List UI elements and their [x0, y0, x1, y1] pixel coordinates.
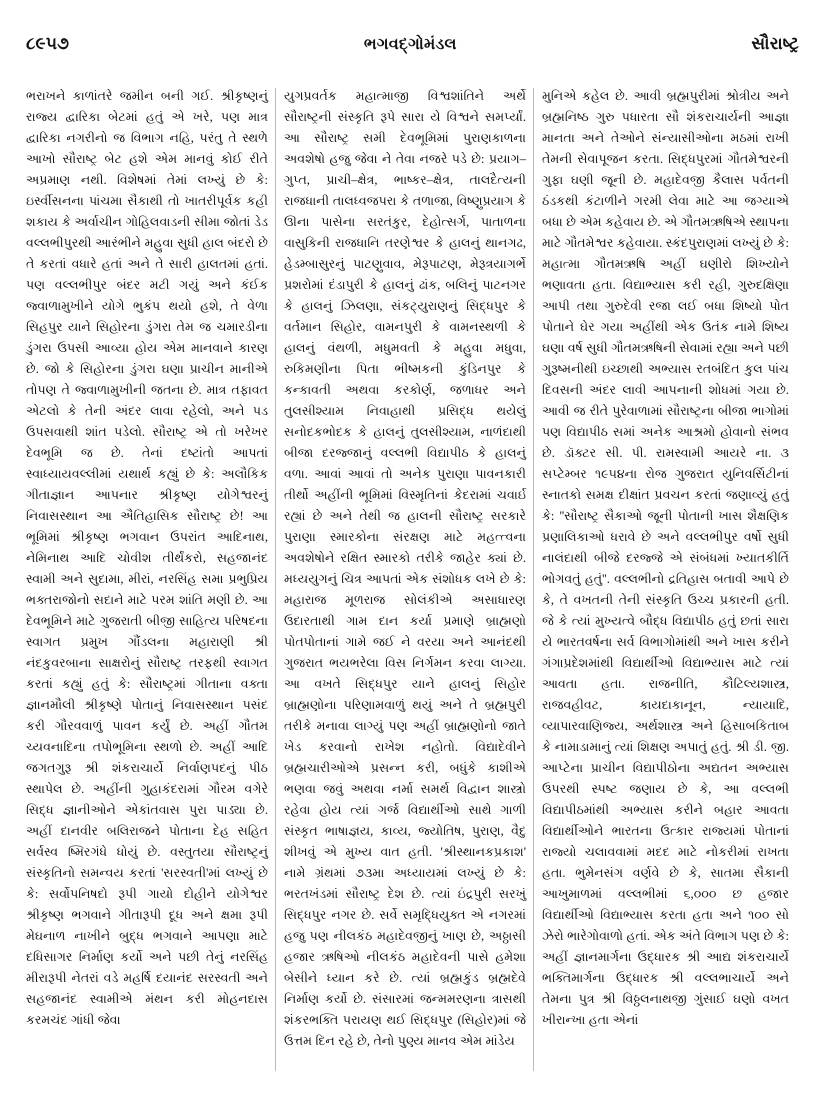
entry-word-header: સૌરાષ્ટ્ર [751, 34, 799, 53]
column-divider-1 [268, 86, 284, 1071]
column-divider-2 [526, 86, 542, 1071]
text-column-1 [26, 86, 268, 1071]
column-3-paragraph: મુનિએ કહેલ છે. આવી બ્રહ્મપુરીમાં શ્રોત્રીય અને બ્રહ્મનિષ્ઠ ગુરુ પધારતા સૌ શંકરાચાર્યની આજ્ઞા માનતા અને તેઓને સંન્યાસીઓના મઠમાં રાખી તેમની સેવાપૂજન કરતા. સિદ્ધપુરમાં ગૌતમેશ્વરની ગુફા ઘણી જૂની છે. મહાદેવજી કૈલાસ પર્વતની ઠંડકથી કંટાળીને ગરમી લેવા માટે આ જગ્યાએ બધા છે એમ કહેવાય છે. એ ગૌતમઋષિએ સ્થાપના માટે ગૌતમેશ્વર કહેવાયા. સ્કંદપુરાણમાં લખ્યું છે કે: મહાત્મા ગૌતમઋષિ અહીં ઘણીરો શિખ્યોને ભણાવતા હતા. વિદ્યાભ્યાસ કરી રહી, ગુરુદક્ષિણા આપી તથા ગુરુદેવી રજા લઈ બધા શિષ્યો પોત પોતાને ઘેર ગયા અહીંથી એક ઉતંક નામે શિષ્ય ઘણા વર્ષ સુધી ગૌતમઋષિની સેવામાં રહ્યા અને પછી ગુરૂષ્મનીથી ઇચ્છાથી અભ્યાસ રતબંદિત કુલ પાંચ દિવસની અંદર લાવી આપનાની શોધમાં ગયા છે. આવી જ રીતે પુરેવાળામાં સૌરાષ્ટ્રના બીજા ભાગોમાં પણ વિદ્યાપીઠ સમાં અનેક આશ્રમો હોવાનો સંભવ છે. ડૉક્ટર સી. પી. રામસ્વામી આયરે ના. ૩ સપ્ટેમ્બર ૧૯૫૪ના રોજ ગુજરાત યુનિવર્સિટીનાં સ્નાતકો સમક્ષ દીક્ષાંત પ્રવચન કરતાં જણાવ્યું હતું કે: ''સૌરાષ્ટ્ર સૈકાઓ જૂની પોતાની ખાસ શૈક્ષણિક પ્રણાલિકાઓ ધરાવે છે અને વલ્લભીપુર વર્ષો સુધી નાલંદાથી બીજે દરજ્જે એ સંબંધમાં ખ્યાતકીર્તિ ભોગવતું હતું''. વલ્લભીનો દ્રતિહાસ બતાવી આપે છે કે, તે વખતની તેની સંસ્કૃતિ ઉચ્ચ પ્રકારની હતી. જે કે ત્યાં મુખ્યત્વે બૌદ્ધ વિદ્યાપીઠ હતું છતાં સારા યે ભારતવર્ષના સર્વ વિભાગોમાંથી અને ખાસ કરીને ગંગાપ્રદેશમાંથી વિદ્યાર્થીઓ વિદ્યાભ્યાસ માટે ત્યાં આવતા હતા. રાજનીતિ, કૌટિલ્યશાસ્ત્ર, રાજવહીવટ, કાયદાકાનૂન, ન્યાયાદિ, વ્યાપારવાણિજ્ય, અર્થશાસ્ત્ર અને હિસાબકિતાબ કે નામાડામાનું ત્યાં શિક્ષણ અપાતું હતું. શ્રી ડી. જી. આપ્ટેના પ્રાચીન વિદ્યાપીઠોના અદ્યતન અભ્યાસ ઉપરથી સ્પષ્ટ જણાય છે કે, આ વલ્લભી વિદ્યાપીઠમાંથી અભ્યાસ કરીને બહાર આવતા વિદ્યાર્થીઓને ભારતના ઉત્કાર રાજ્યમાં પોતાનાં રાજ્યો ચલાવવામાં મદદ માટે નોકરીમાં રાખતા હતા. ભુમેનસંગ વર્ણવે છે કે, સાતમા સૈકાની આખુમાળમાં વલ્લભીમાં ૬,૦૦૦ છ હજાર વિદ્યાર્થીઓ વિદ્યાભ્યાસ કરતા હતા અને ૧૦૦ સો ઝેરો ભારેગોવાળો હતાં. એક અંતે વિભાગ પણ છે કે: અહીં જ્ઞાનમાર્ગના ઉદ્ધારક શ્રી આદ્ય શંકરાચાર્યે ભક્તિમાર્ગના ઉદ્ધારક શ્રી વલ્લભાચાર્યે અને તેમના પુત્ર શ્રી વિઠ્ઠલનાથજી ગુંસાઈ ઘણો વખત ખીરાન્ખા હતા એનાં [542, 89, 789, 1027]
column-1-paragraph: ભરાખને કાળાંતરે જમીન બની ગઈ. શ્રીકૃષ્ણનું રાજ્ય દ્વારિકા બેટમાં હતું એ ખરે, પણ માત્ર દ્વારિકા નગરીનો જ વિભાગ નહિ, પરંતુ તે સ્થળે આખો સૌરાષ્ટ્ર બેટ હશે એમ માનવું કોઈ રીતે અપ્રમાણ નથી. વિશેષમાં તેમાં લખ્યું છે કે: ઇર્સ્વીસનના પાંચમા સૈકાથી તો ખાતરીપૂર્વક કહી શકાય કે અર્વાચીન ગોહિલવાડની સીમા જોતાં ડેડ વલ્લભીપુરથી આરંભીને મહુવા સુધી હાલ બંદરો છે તે કરતાં વધારે હતાં અને તે સારી હાલતમાં હતાં. પણ વલ્લભીપુર બંદર મટી ગયું અને કંઈક જ્વાળામુખીને યોગે ભુકંપ થયો હશે, તે વેળા સિહપુર યાને સિહોરના ડુંગરા તેમ જ ચમારડીના ડુંગરા ઉપસી આવ્યા હોય એમ માનવાને કારણ છે. જો કે સિહોરના ડુંગરા ઘણા પ્રાચીન માનીએ તોપણ તે જ્વાળામુખીની જતના છે. માત્ર તફાવત એટલો કે તેની અંદર લાવા રહેલો, અને પડ ઉપસવાથી શાંત પડેલો. સૌરાષ્ટ્ર એ તો ખરેખર દેવભૂમિ જ છે. તેનાં દષ્ટાંતો આપતાં સ્વાધ્યાયવલ્લીમાં યથાર્થ કહ્યું છે કે: અલૌકિક ગીતાજ્ઞાન આપનાર શ્રીકૃષ્ણ યોગેશ્વરનું નિવાસસ્થાન આ ઐતિહાસિક સૌરાષ્ટ્ર છે! આ ભૂમિમાં શ્રીકૃષ્ણ ભગવાન ઉપરાંત આદિનાથ, નેમિનાથ આદિ ચોવીશ તીર્થંકરો, સહજાનંદ સ્વામી અને સુદામા, મીરાં, નરસિંહ સમા પ્રભુપ્રિય ભક્તરાજોનો સદાને માટે પરમ શાંતિ મણી છે. આ દેવભૂમિને માટે ગુજરાતી બીજી સાહિત્ય પરિષદના સ્વાગત પ્રમુખ ગૌંડલના મહારાણી શ્રી નંદકુવરબાના સાક્ષરોનું સૌરાષ્ટ્ર તરફથી સ્વાગત કરતાં કહ્યું હતું કે: સૌરાષ્ટ્રમાં ગીતાના વક્તા જ્ઞાનમૌલી શ્રીકૃષ્ણે પોતાનું નિવાસસ્થાન પસંદ કરી ગૌરવવાળું પાવન કર્યું છે. અહીં ગૌતમ ચ્યવનાદિના તપોભૂમિના સ્થળો છે. અહીં આદિ જગતગુરૂ શ્રી શંકરાચાર્યે નિર્વાણપદનું પીઠ સ્થાપેલ છે. અહીંની ગુહાકંદરામાં ગૌરમ વગેરે સિદ્ધ જ્ઞાનીઓને એકાંતવાસ પુરા પાડ્યા છે. અહીં દાનવીર બલિરાજને પોતાના દેહ સહિત સર્વસ્વ ષ્મિરગંધે ધોયું છે. વસ્તુતયા સૌરાષ્ટ્રનું સંસ્કૃતિનો સમન્વય કરતાં 'સરસ્વતી'માં લખ્યું છે કે: સર્વોપનિષદો રૂપી ગાયો દોહીને યોગેશ્વર શ્રીકૃષ્ણ ભગવાને ગીતારૂપી દૂધ અને ક્ષમા રૂપી મેઘનાળ નાખીને બુદ્ધ ભગવાને આપણા માટે દધિસાગર નિર્માણ કર્યો અને પછી તેનું નરસિંહ મીરારૂપી નેતરાં વડે મહર્ષિ દયાનંદ સરસ્વતી અને સહજાનંદ સ્વામીએ મંથન કરી મોહનદાસ કરમચંદ ગાંધી જેવા [26, 89, 268, 1027]
book-title: ભગવદ્ગોમંડલ [363, 36, 457, 53]
text-column-3 [542, 86, 789, 1071]
column-body [26, 86, 801, 1071]
column-2-paragraph: યુગપ્રવર્તક મહાત્માજી વિશ્વશાંતિને અર્થે સૌરાષ્ટ્રની સંસ્કૃતિ રૂપે સારા યે વિશ્વને સમર્પ્યાં. આ સૌરાષ્ટ્ર સમી દેવભૂમિમાં પુરાણકાળના અવશેષો હજુ જેવા ને તેવા નજરે પડે છે: પ્રયાગ–ગુપ્ત, પ્રાચી–ક્ષેત્ર, ભાષ્કર–ક્ષેત્ર, તાલદૈત્યની રાજધાની તાલધ્વજપરા કે તળાજા, વિષ્ણુપ્રયાગ કે ઊના પાસેના સરતંકુર, દેહોત્સર્ગ, પાતાળના વાસુકિની રાજધાનિ તરણેશ્વર કે હાલનું થાનગઢ, હેડમ્બાસુરનું પાટણુવાવ, મેરૂપાટણ, મેરૂત્રયાગર્ભે પ્રશરોમાં દંડાપુરી કે હાલનું ઢાંક, બલિનું પાટનગર કે હાલનું ઝિલણા, સંકટ્યુરાણનું સિદ્ધપુર કે વર્તમાન સિહોર, વામનપુરી કે વામનસ્થળી કે હાલનું વંથળી, મધુમવતી કે મહુવા મધુવા, રુકિમણીના પિતા ભીષ્મકની કુંડિનપુર કે કન્કાવતી અથવા કરકોર્ણ, જળાધર અને તુલસીશ્યામ નિવાહાથી પ્રસિદ્ધ થયેલું સનોદકભોદક કે હાલનું તુલસીશ્યામ, નાળંદાથી બીજા દરજ્જાનું વલ્લભી વિદ્યાપીઠ કે હાલનું વળા. આવાં આવાં તો અનેક પુરાણા પાવનકારી તીર્થો અહીંની ભૂમિમાં વિસ્મૃતિનાં કેદરામાં ચવાર્ઇ રહ્યાં છે અને તેથી જ હાલની સૌરાષ્ટ્ર સરકારે પુરાણા સ્મારકોના સંરક્ષણ માટે મહત્ત્વના અવશેષોને રક્ષિત સ્મારકો તરીકે જાહેર ક્યાં છે. મધ્યયુગનું ચિત્ર આપતાં એક સંશોધક લખે છે કે: મહારાજ મૂળરાજ સોલંકીએ અસાધારણ ઉદારતાથી ગામ દાન કર્યા પ્રમાણે બ્રાહ્મણો પોતપોતાનાં ગામે જઈ ને વરયા અને આનંદથી ગુજરાત ભયભરેલા વિસ નિર્ગમન કરવા લાગ્યા. આ વખતે સિદ્ધપુર યાને હાલનું સિહોર બ્રાહ્મણોના પરિણામવાળું થયું અને તે બ્રહ્મપુરી તરીકે મનાવા લાગ્યું પણ અહીં બ્રાહ્મણોનો જાતે ખેડ કરવાનો રાખેશ નહોતો. વિદ્યાદેવીને બ્રહ્મચારીઓએ પ્રસન્ન કરી, બધુંકે કાશીએ ભણવા જવું અથવા નર્મા સમર્થ વિદ્વાન શાસ્ત્રો રહેવા હોય ત્યાં ગર્જ વિદ્યાર્થીઓ સાથે ગાળી સંસ્કૃત ભાષાજ્ઞય, કાવ્ય, જ્યોતિષ, પુરાણ, વૈદુ શીખવું એ મુખ્ય વાત હતી. 'શ્રીસ્થાનકપ્રકાશ' નામે ગ્રંથમાં ૭૩મા અધ્યાયમાં લખ્યું છે કે: ભરતખંડમાં સૌરાષ્ટ્ર દેશ છે. ત્યાં ઇંદ્રપુરી સરખું સિદ્ધપુર નગર છે. સર્વે સમૃદ્ધિયુક્ત એ નગરમાં હજુ પણ નીલકંઠ મહાદેવજીનું ખાણ છે, અઠ્ઠાસી હજાર ઋષિઓ નીલકંઠ મહાદેવની પાસે હમેશા બેસીને ધ્યાન કરે છે. ત્યાં બ્રહ્મકુંડ બ્રહ્મદેવે નિર્માણ કર્યો છે. સંસારમાં જન્મમરણના ત્રાસથી શંકરભક્તિ પરાયણ થઈ સિદ્ધપુર (સિહોર)માં જે ઉત્તમ દિન રહે છે, તેનો પુણ્ય માનવ એમ માંડેય [284, 89, 526, 1048]
running-head [26, 34, 799, 60]
text-column-2 [284, 86, 526, 1071]
page-folio-number: ૮૯૫૭ [26, 34, 70, 53]
